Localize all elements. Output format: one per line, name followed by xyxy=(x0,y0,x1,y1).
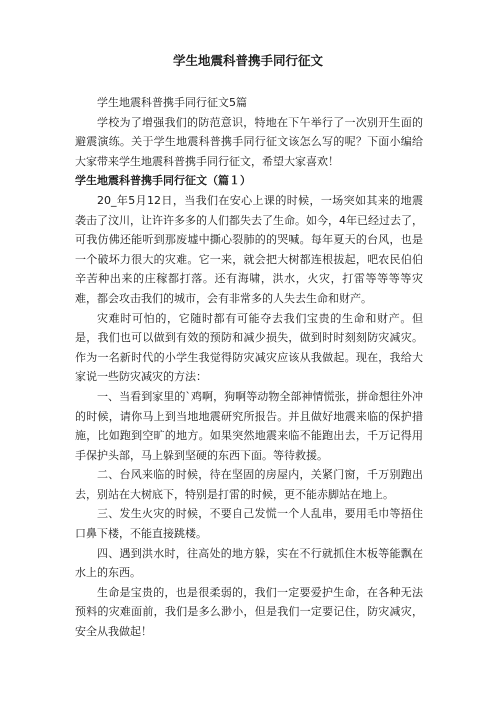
list-item-earthquake: 一、当看到家里的`鸡啊，狗啊等动物全部神情慌张，拼命想往外冲的时候，请你马上到当地地震研究所报告。并且做好地震来临的保护措施，比如跑到空旷的地方。如果突然地震来临不能跑出去，千万记得用手保护头部，马上躲到坚硬的东西下面。等待救援。 xyxy=(75,389,423,462)
body-paragraph: 20_年5月12日，当我们在安心上课的时候，一场突如其来的地震袭击了汶川，让许许多多的人们都失去了生命。如今，4年已经过去了，可我仿佛还能听到那废墟中撕心裂肺的的哭喊。每年夏天的台风，也是一个破坏力很大的灾难。它一来，就会把大树都连根拔起，吧农民伯伯辛苦种出来的庄稼都打落。还有海啸，洪水，火灾，打雷等等等等灾难，都会攻击我们的城市，会有非常多的人失去生命和财产。 xyxy=(75,193,423,305)
section-heading: 学生地震科普携手同行征文（篇１） xyxy=(75,174,251,188)
document-subtitle: 学生地震科普携手同行征文5篇 xyxy=(97,96,247,109)
closing-paragraph: 生命是宝贵的，也是很柔弱的，我们一定要爱护生命，在各种无法预料的灾难面前，我们是多么渺小，但是我们一定要记住，防灾减灾，安全从我做起！ xyxy=(75,585,423,639)
list-item-fire: 三、发生火灾的时候，不要自己发慌一个人乱串，要用毛巾等捂住口鼻下楼，不能直接跳楼。 xyxy=(75,507,423,541)
body-paragraph: 灾难时可怕的，它随时都有可能夺去我们宝贵的生命和财产。但是，我们也可以做到有效的预防和减少损失，做到时时刻刻防灾减灾。作为一名新时代的小学生我觉得防灾减灾应该从我做起。现在，我给大家说一些防灾减灾的方法： xyxy=(75,311,423,384)
list-item-typhoon: 二、台风来临的时候，待在坚固的房屋内，关紧门窗，千万别跑出去，别站在大树底下，特别是打雷的时候，更不能赤脚站在地上。 xyxy=(75,468,423,501)
list-item-flood: 四、遇到洪水时，往高处的地方躲，实在不行就抓住木板等能飘在水上的东西。 xyxy=(75,546,423,580)
document-title: 学生地震科普携手同行征文 xyxy=(172,53,323,68)
intro-paragraph: 学校为了增强我们的防范意识，特地在下午举行了一次别开生面的避震演练。关于学生地震科普携手同行征文该怎么写的呢？下面小编给大家带来学生地震科普携手同行征文，希望大家喜欢！ xyxy=(75,115,423,168)
document-body xyxy=(75,93,423,642)
